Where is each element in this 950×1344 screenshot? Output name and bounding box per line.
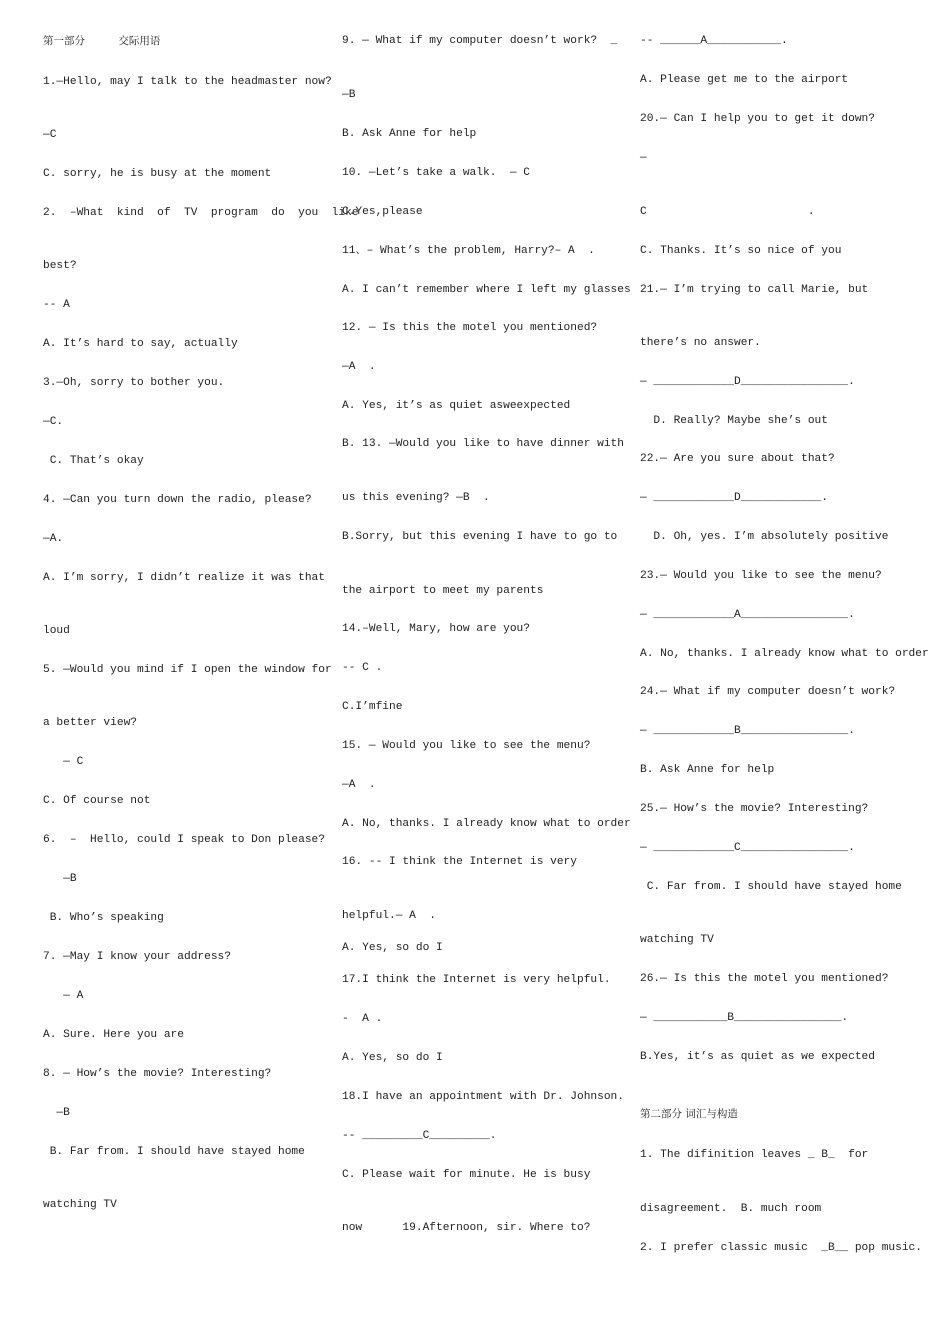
- text-line: —C.: [43, 416, 64, 428]
- text-line: A. Please get me to the airport: [640, 74, 849, 86]
- text-line: 21.— I’m trying to call Marie, but: [640, 284, 869, 296]
- text-line: A. Sure. Here you are: [43, 1029, 184, 1041]
- text-line: 20.— Can I help you to get it down?: [640, 113, 875, 125]
- text-line: C.Yes,please: [342, 206, 423, 218]
- text-line: 7. —May I know your address?: [43, 951, 231, 963]
- text-line: now 19.Afternoon, sir. Where to?: [342, 1222, 591, 1234]
- text-line: 3.—Oh, sorry to bother you.: [43, 377, 225, 389]
- text-line: C. Please wait for minute. He is busy: [342, 1169, 591, 1181]
- text-line: — A: [43, 990, 84, 1002]
- text-line: — C: [43, 756, 84, 768]
- text-line: loud: [43, 625, 70, 637]
- text-line: B. Who’s speaking: [43, 912, 164, 924]
- text-line: A. Yes, it’s as quiet asweexpected: [342, 400, 571, 412]
- text-line: — ____________D____________.: [640, 492, 828, 504]
- text-line: 4. —Can you turn down the radio, please?: [43, 494, 312, 506]
- text-line: there’s no answer.: [640, 337, 761, 349]
- text-column-2: [342, 0, 631, 1344]
- text-line: D. Really? Maybe she’s out: [640, 415, 828, 427]
- text-line: A. No, thanks. I already know what to order: [640, 648, 929, 660]
- text-line: B. Ask Anne for help: [640, 764, 775, 776]
- text-line: a better view?: [43, 717, 137, 729]
- text-line: C. Thanks. It’s so nice of you: [640, 245, 842, 257]
- text-line: -- C .: [342, 662, 383, 674]
- text-line: B.Yes, it’s as quiet as we expected: [640, 1051, 875, 1063]
- text-line: 14.–Well, Mary, how are you?: [342, 623, 530, 635]
- text-line: 10. —Let’s take a walk. — C: [342, 167, 530, 179]
- text-line: 22.— Are you sure about that?: [640, 453, 835, 465]
- text-line: — ___________B________________.: [640, 1012, 849, 1024]
- text-line: 2. –What kind of TV program do you like: [43, 207, 359, 219]
- text-line: best?: [43, 260, 77, 272]
- text-line: 18.I have an appointment with Dr. Johnson.: [342, 1091, 624, 1103]
- text-line: 11、– What’s the problem, Harry?– A .: [342, 245, 595, 257]
- text-line: 8. — How’s the movie? Interesting?: [43, 1068, 272, 1080]
- text-line: us this evening? —B .: [342, 492, 490, 504]
- text-line: A. Yes, so do I: [342, 1052, 443, 1064]
- text-line: — ____________A________________.: [640, 609, 855, 621]
- text-line: C. sorry, he is busy at the moment: [43, 168, 272, 180]
- text-line: helpful.— A .: [342, 910, 436, 922]
- text-line: -- _________C_________.: [342, 1130, 497, 1142]
- text-line: B. Far from. I should have stayed home: [43, 1146, 305, 1158]
- text-line: A. No, thanks. I already know what to order: [342, 818, 631, 830]
- text-line: A. It’s hard to say, actually: [43, 338, 238, 350]
- text-line: —: [640, 152, 647, 164]
- text-line: —A.: [43, 533, 64, 545]
- text-line: 1.—Hello, may I talk to the headmaster now?: [43, 76, 332, 88]
- text-line: —A .: [342, 361, 376, 373]
- text-line: 9. — What if my computer doesn’t work? _: [342, 35, 618, 47]
- text-line: 6. – Hello, could I speak to Don please?: [43, 834, 325, 846]
- text-line: C. Far from. I should have stayed home: [640, 881, 902, 893]
- text-line: 15. — Would you like to see the menu?: [342, 740, 591, 752]
- text-line: 12. — Is this the motel you mentioned?: [342, 322, 598, 334]
- text-line: watching TV: [640, 934, 714, 946]
- text-line: — ____________D________________.: [640, 376, 855, 388]
- text-line: 17.I think the Internet is very helpful.: [342, 974, 611, 986]
- text-line: —B: [43, 1107, 70, 1119]
- text-line: the airport to meet my parents: [342, 585, 544, 597]
- text-line: C. Of course not: [43, 795, 151, 807]
- text-line: B. 13. —Would you like to have dinner with: [342, 438, 624, 450]
- text-line: 第一部分 交际用语: [43, 35, 161, 47]
- text-line: —A .: [342, 779, 376, 791]
- text-line: — ____________B________________.: [640, 725, 855, 737]
- text-line: 24.— What if my computer doesn’t work?: [640, 686, 896, 698]
- text-line: A. I can’t remember where I left my glasses: [342, 284, 631, 296]
- text-line: watching TV: [43, 1199, 117, 1211]
- text-line: 5. —Would you mind if I open the window for: [43, 664, 332, 676]
- text-column-3: [640, 0, 929, 1344]
- text-line: -- ______A___________.: [640, 35, 788, 47]
- text-line: C.I’mfine: [342, 701, 403, 713]
- text-line: C. That’s okay: [43, 455, 144, 467]
- text-line: -- A: [43, 299, 70, 311]
- text-line: D. Oh, yes. I’m absolutely positive: [640, 531, 889, 543]
- text-line: B. Ask Anne for help: [342, 128, 477, 140]
- text-column-1: [43, 0, 359, 1344]
- text-line: 16. -- I think the Internet is very: [342, 856, 577, 868]
- text-line: disagreement. B. much room: [640, 1203, 822, 1215]
- text-line: - A .: [342, 1013, 383, 1025]
- text-line: 25.— How’s the movie? Interesting?: [640, 803, 869, 815]
- text-line: —B: [342, 89, 369, 101]
- text-line: A. Yes, so do I: [342, 942, 443, 954]
- text-line: A. I’m sorry, I didn’t realize it was that: [43, 572, 325, 584]
- text-line: —B: [43, 873, 77, 885]
- text-line: —C: [43, 129, 57, 141]
- text-line: B.Sorry, but this evening I have to go to: [342, 531, 618, 543]
- text-line: 26.— Is this the motel you mentioned?: [640, 973, 889, 985]
- text-line: 23.— Would you like to see the menu?: [640, 570, 882, 582]
- text-line: 1. The difinition leaves _ B_ for: [640, 1149, 869, 1161]
- text-line: 第二部分 词汇与构造: [640, 1108, 738, 1120]
- text-line: — ____________C________________.: [640, 842, 855, 854]
- text-line: C .: [640, 206, 815, 218]
- text-line: 2. I prefer classic music _B__ pop music.: [640, 1242, 922, 1254]
